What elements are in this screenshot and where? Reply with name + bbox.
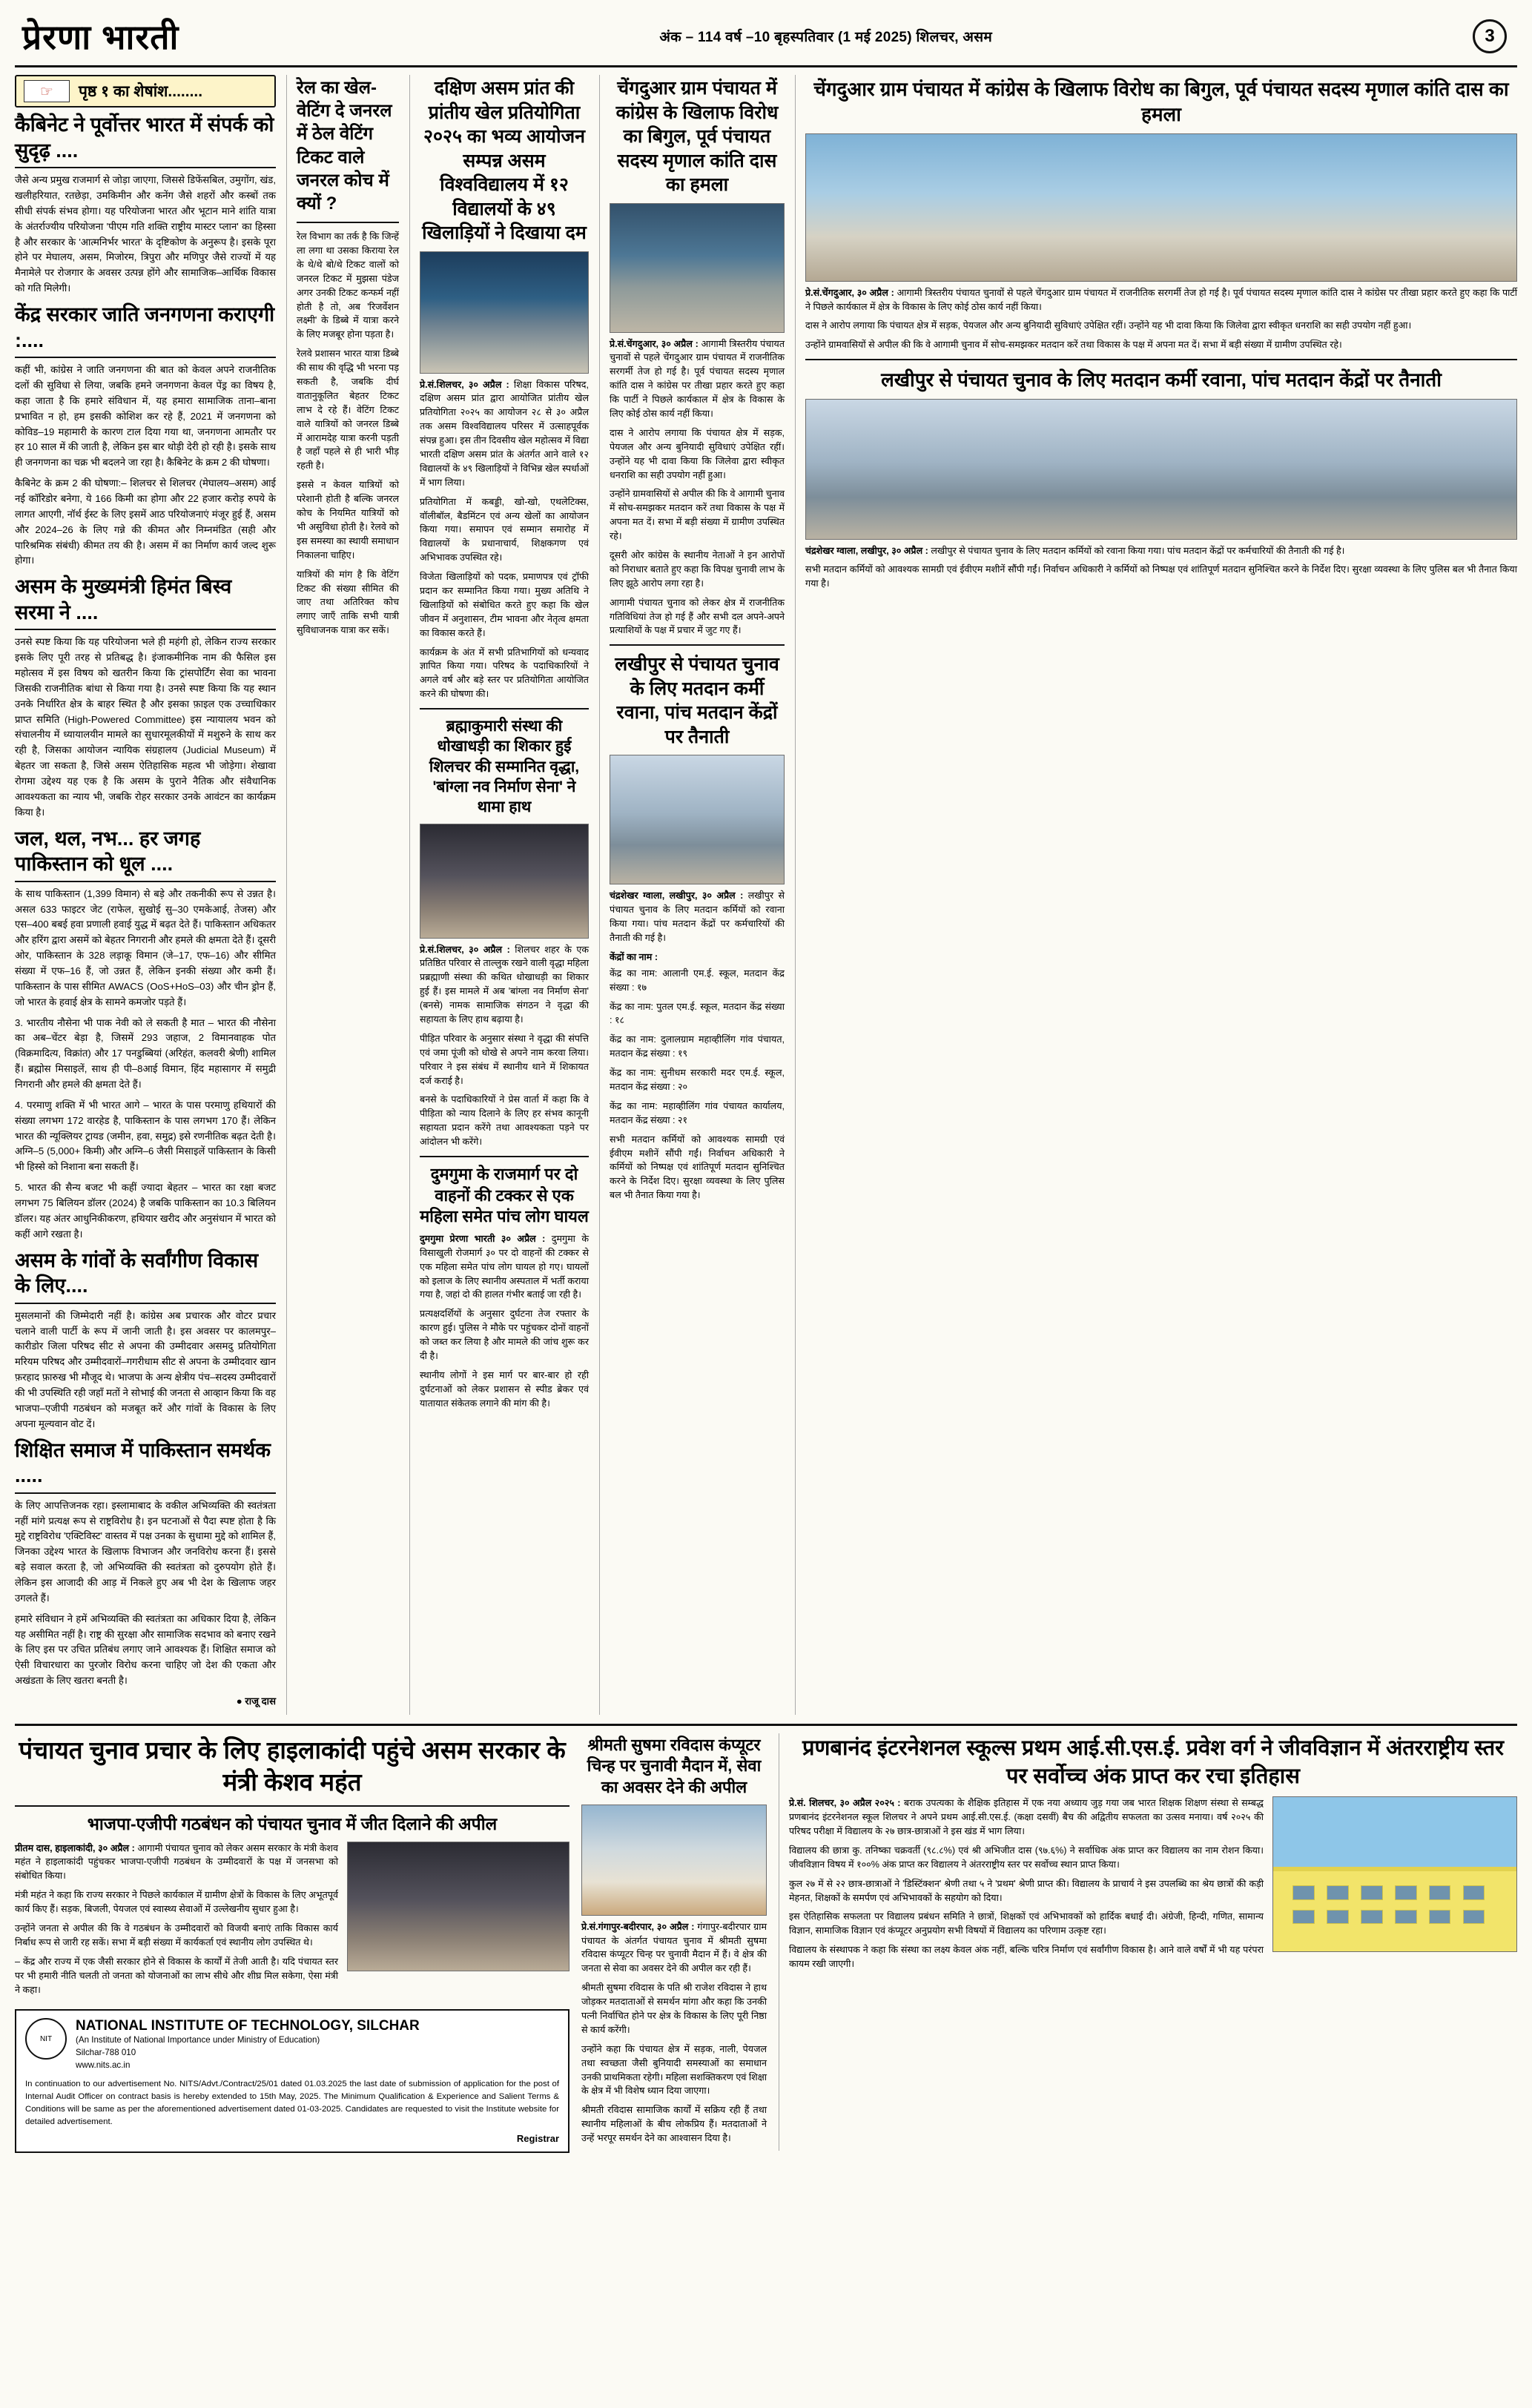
dateline-accident: दुमगुमा प्रेरणा भारती ३० अप्रैल : — [420, 1233, 546, 1244]
bottom-left-article — [15, 1733, 569, 2153]
article-body-school-text: बराक उपत्यका के शैक्षिक इतिहास में एक नया अध्याय जुड़ गया जब भारत शिक्षक शिक्षण संस्था से सम्बद्ध प्रणबानंद इंटरनेशनल स्कूल शिलचर ने अपने प्रथम आई.सी.एस.ई. (कक्षा दसवीं) बैच की अद्वितीय सफलता का उत्सव मनाया। वर्ष २०२५ की परिषद परीक्षा में विद्यालय के २७ छात्र-छात्राओं ने इस खंड में भाग लिया। — [789, 1798, 1264, 1837]
content-grid — [15, 75, 1517, 1715]
article-body-defence-3: 4. परमाणु शक्ति में भी भारत आगे – भारत के पास परमाणु हथियारों की संख्या लगभग 172 वारहेड है, पाकिस्तान के पास लगभग 170 हैं। लेकिन भारत की न्यूक्लियर ट्रायड (जमीन, हवा, समुद्र) इसे रणनीतिक बढ़त देती है। अग्नि–5 (5,000+ किमी) और अग्नि–6 जैसी मिसाइलें पाकिस्तान के किसी भी हिस्से को निशाना बना सकती हैं। — [15, 1099, 276, 1173]
article-body-sushma-3: उन्होंने कहा कि पंचायत क्षेत्र में सड़क, नाली, पेयजल तथा स्वच्छता जैसी बुनियादी समस्याओं का समाधान उनकी प्राथमिकता रहेगी। महिला सशक्तिकरण एवं शिक्षा के क्षेत्र में भी विशेष ध्यान दिया जाएगा। — [581, 2043, 767, 2097]
sports-prize-distribution-photo — [420, 251, 589, 374]
dateline-brahmakumari: प्रे.सं.शिलचर, ३० अप्रैल : — [420, 944, 510, 955]
article-body-railway-4: यात्रियों की मांग है कि वेटिंग टिकट की संख्या सीमित की जाए तथा अतिरिक्त कोच लगाए जाएँ ताकि सभी यात्री सुविधाजनक यात्रा कर सकें। — [297, 569, 399, 636]
article-body-caste-census: कहीं भी, कांग्रेस ने जाति जनगणना की बात को केवल अपने राजनीतिक दलों की सुविधा से लिया, जबकि हमने जनगणना केवल पेंड्र का विषय है, कहा जाता है कि हमारे संविधान में, यह हमारा सामाजिक ताना–बाना प्रभावित न हो, हम इसकी कोशिश कर रहे हैं, 2021 में जनगणना को कोविड–19 महामारी के कारण टाल दिया गया था, जनगणना आमतौर पर हर 10 साल में की जाती है, लेकिन इस बार थोड़ी देरी हो रही है। इसके साथ ही जनगणना का चक्र भी बदलने जा रहा है। कैबिनेट के क्रम 2 की घोषणा। — [15, 364, 276, 469]
article-body-sushma-2: श्रीमती सुषमा रविदास के पति श्री राजेश रविदास ने हाथ जोड़कर मतदाताओं से समर्थन मांगा और कहा कि उनकी पत्नी निर्वाचित होने पर क्षेत्र के विकास के लिए पूरी निष्ठा से कार्य करेंगी। — [581, 1982, 767, 2035]
article-body-school-4: इस ऐतिहासिक सफलता पर विद्यालय प्रबंधन समिति ने छात्रों, शिक्षकों एवं अभिभावकों को हार्दिक बधाई दी। अंग्रेजी, हिन्दी, गणित, सामान्य विज्ञान, सामाजिक विज्ञान एवं कंप्यूटर अनुप्रयोग सभी विषयों में विद्यालय का परिणाम उत्कृष्ट रहा। — [789, 1911, 1264, 1936]
polling-centre-item: केंद्र का नाम: पुतल एम.ई. स्कूल, मतदान केंद्र संख्या : १८ — [610, 1001, 785, 1026]
article-body-brahmakumari-2: पीड़ित परिवार के अनुसार संस्था ने वृद्धा की संपत्ति एवं जमा पूंजी को धोखे से अपने नाम करवा लिया। परिवार ने इस संबंध में स्थानीय थाने में शिकायत दर्ज कराई है। — [420, 1033, 589, 1086]
column5-body-3: उन्होंने ग्रामवासियों से अपील की कि वे आगामी चुनाव में सोच-समझकर मतदान करें तथा विकास के पक्ष में अपना मत दें। सभा में बड़ी संख्या में ग्रामीण उपस्थित रहे। — [805, 340, 1342, 351]
article-body-chengduar-text: आगामी त्रिस्तरीय पंचायत चुनावों से पहले चेंगदुआर ग्राम पंचायत में राजनीतिक सरगर्मी तेज हो गई है। पूर्व पंचायत सदस्य मृणाल कांति दास ने कांग्रेस पर तीखा प्रहार करते हुए कहा कि पार्टी ने पिछले कार्यकाल में क्षेत्र के विकास के लिए कोई ठोस कार्य नहीं किया। — [610, 338, 785, 419]
article-body-defence-2: 3. भारतीय नौसेना भी पाक नेवी को ले सकती है मात – भारत की नौसेना का अब–चेंटर बेड़ा है, जिसमें 293 जहाज, 2 विमानवाहक पोत (विक्रमादित्य, विक्रांत) और 17 पनडुब्बियां (अरिहंत, कलवरी श्रेणी) शामिल हैं। ब्रह्मोस मिसाइलें, साथ ही पी–8आई विमान, हिंद महासागर में समुद्री निगरानी और हमले की क्षमता देते हैं। — [15, 1016, 276, 1091]
article-subheadline-alliance-appeal: भाजपा-एजीपी गठबंधन को पंचायत चुनाव में जीत दिलाने की अपील — [87, 1813, 498, 1833]
article-body-sushma-text: गंगापुर-बदीरपार ग्राम पंचायत के अंतर्गत पंचायत चुनाव में श्रीमती सुषमा रविदास कंप्यूटर चिन्ह पर चुनावी मैदान में हैं। वे क्षेत्र की जनता से सेवा का अवसर देने की अपील कर रही हैं। — [581, 1921, 767, 1974]
village-protest-photo — [610, 203, 785, 333]
article-body-school-3: कुल २७ में से २२ छात्र-छात्राओं ने 'डिस्टिंक्शन' श्रेणी तथा ५ ने 'प्रथम' श्रेणी प्राप्त की। विद्यालय के प्राचार्य ने इस उपलब्धि का श्रेय छात्रों की कड़ी मेहनत, शिक्षकों के समर्पण एवं अभिभावकों के सहयोग को दिया। — [789, 1878, 1264, 1903]
article-body-defence-4: 5. भारत की सैन्य बजट भी कहीं ज्यादा बेहतर – भारत का रक्षा बजट लगभग 75 बिलियन डॉलर (2024) है जबकि पाकिस्तान का 10.3 बिलियन डॉलर। यह अंतर आधुनिकीकरण, हथियार खरीद और अनुसंधान में भारत को कहीं आगे रखता है। — [15, 1182, 276, 1240]
dateline-sports: प्रे.सं.शिलचर, ३० अप्रैल : — [420, 379, 509, 390]
column5-body-2: दास ने आरोप लगाया कि पंचायत क्षेत्र में सड़क, पेयजल और अन्य बुनियादी सुविधाएं उपेक्षित रहीं। उन्होंने यह भी दावा किया कि जिलेवा द्वारा स्वीकृत धनराशि का सही उपयोग नहीं हुआ। — [805, 320, 1412, 331]
article-headline-sushma-ravidas: श्रीमती सुषमा रविदास कंप्यूटर चिन्ह पर चुनावी मैदान में, सेवा का अवसर देने की अपील — [587, 1735, 762, 1797]
bottom-right-article — [779, 1733, 1517, 2151]
chengduar-meeting-photo — [805, 133, 1517, 282]
polling-staff-photo-2 — [805, 399, 1517, 540]
nit-seal-icon: NIT — [25, 2018, 67, 2060]
article-body-chengduar-3: उन्होंने ग्रामवासियों से अपील की कि वे आगामी चुनाव में सोच-समझकर मतदान करें तथा विकास के पक्ष में अपना मत दें। सभा में बड़ी संख्या में ग्रामीण उपस्थित रहे। — [610, 489, 785, 542]
polling-centre-item: केंद्र का नाम: महाव्हीलिंग गांव पंचायत कार्यालय, मतदान केंद्र संख्या : २१ — [610, 1100, 785, 1125]
ad-subtitle-1: (An Institute of National Importance under Ministry of Education) — [76, 2035, 320, 2045]
ad-website[interactable]: www.nits.ac.in — [76, 2060, 131, 2071]
article-body-defence-1: के साथ पाकिस्तान (1,399 विमान) से बड़े और तकनीकी रूप से उन्नत है। असल 633 फाइटर जेट (राफेल, सुखोई सु–30 एमकेआई, तेजस) और एस–400 बबई हवा प्रणाली हवाई युद्ध में बढ़त देते हैं। पाकिस्तान अधिकतर और हरिंग द्वारा असमें को बेहतर निगरानी और हमले की क्षमता देते हैं। दूसरी ओर, पाकिस्तान के 328 लड़ाकू विमान (जे–17, एफ–16) और सीमित संख्या में एफ–16 हैं, जो उन्नत हैं, लेकिन इनकी संख्या और कमी हैं। पाकिस्तान के पास सीमित AWACS (OoS+HoS–03) और चीन ड्रोन हैं, जो भारत के हवाई क्षेत्र के सामने कमजोर पड़ते हैं। — [15, 887, 276, 1008]
article-body-sports-3: विजेता खिलाड़ियों को पदक, प्रमाणपत्र एवं ट्रॉफी प्रदान कर सम्मानित किया गया। मुख्य अतिथि ने खिलाड़ियों को संबोधित करते हुए कहा कि खेल जीवन में अनुशासन, टीम भावना और नेतृत्व क्षमता का विकास करते हैं। — [420, 572, 589, 638]
dateline-school: प्रे.सं. शिलचर, ३० अप्रैल २०२५ : — [789, 1798, 901, 1809]
sushma-ravidas-campaign-photo — [581, 1805, 767, 1916]
article-body-sports-4: कार्यक्रम के अंत में सभी प्रतिभागियों को धन्यवाद ज्ञापित किया गया। परिषद के पदाधिकारियों ने अगले वर्ष और बड़े स्तर पर प्रतियोगिता आयोजित करने की घोषणा की। — [420, 646, 589, 700]
nit-silchar-advertisement — [15, 2009, 569, 2153]
article-body-minister-text: आगामी पंचायत चुनाव को लेकर असम सरकार के मंत्री केशव महंत ने हाइलाकांदी पहुंचकर भाजपा-एजीपी गठबंधन के उम्मीदवारों के पक्ष में जनसभा को संबोधित किया। — [15, 1842, 338, 1882]
dateline-chengduar: प्रे.सं.चेंगदुआर, ३० अप्रैल : — [610, 338, 699, 349]
publication-logo — [15, 13, 179, 59]
column-1 — [15, 75, 276, 1715]
page-number: 3 — [1473, 19, 1507, 53]
article-body-village-development: मुसलमानों की जिम्मेदारी नहीं है। कांग्रेस अब प्रचारक और वोटर प्रचार चलाने वाली पार्टी के रूप में जानी जाती है। इस अवसर पर कालमपुर–कारीडोर जिला परिषद सीट से अपना की उम्मीदवार असमदु प्रतियोगिता मरियम परिषद और उम्मीदवारों–गगरीधाम सीट से अपना के उम्मीदवार खान फ़रहाद फ़ारुख भी मौजूद थे। भाजपा के अन्य क्षेत्रीय पंच–सदस्य उम्मीदवारों की भी उपस्थिति रही जहाँ मतों ने सोभाई की जनता से आव्हान किया कि वह भाजपा–एजीपी गठबंधन को मजबूत करें और गांवों के विकास के लिए अपना मूल्यवान वोट दें। — [15, 1309, 276, 1429]
article-body-railway-2: रेलवे प्रशासन भारत यात्रा डिब्बे की साथ की वृद्धि भी भरना पड़ सकती है, जबकि दीर्घ वातानुकूलित बेहतर टिकट लाभ दे रहे हैं। वेटिंग टिकट वाले यात्रियों को जनरल डिब्बे में आरामदेह यात्रा करनी पड़ती है जहाँ पहले से ही भारी भीड़ रहती है। — [297, 348, 399, 472]
article-headline-chengduar-dup: चेंगदुआर ग्राम पंचायत में कांग्रेस के खिलाफ विरोध का बिगुल, पूर्व पंचायत सदस्य मृणाल कांति दास का हमला — [813, 78, 1509, 126]
ad-body-text: In continuation to our advertisement No. NITS/Advt./Contract/25/01 dated 01.03.2025 the last date of submission of application for the post of Internal Audit Officer on contract basis is hereby extended to 15th May, 2025. The Minimum Qualification & Experience and Salient Terms & Conditions will be same as per the aforementioned advertisement dated 01-03-2025. Candidates are requested to visit the Institute website for detailed advertisement. — [25, 2079, 559, 2127]
article-body-brahmakumari-1 — [420, 943, 589, 1027]
dateline-column5: प्रे.सं.चेंगदुआर, ३० अप्रैल : — [805, 287, 894, 298]
minister-rally-photo — [347, 1842, 569, 1971]
article-body-brahmakumari-3: बनसे के पदाधिकारियों ने प्रेस वार्ता में कहा कि वे पीड़िता को न्याय दिलाने के लिए हर संभव कानूनी सहायता प्रदान करेंगे तथा आवश्यकता पड़ने पर आंदोलन भी करेंगे। — [420, 1094, 589, 1148]
article-body-railway-1: रेल विभाग का तर्क है कि जिन्हें ला लगा था उसका किराया रेल के थे/थे बो/थे टिकट वालों को जनरल टिकट में मुझसा पंडेज अगर उनकी टिकट कन्फर्म नहीं होती है तो, अब 'रिजर्वेशन लक्ष्मी' के डिब्बे में यात्रा करने के लिए मजबूर होना पड़ता है। — [297, 231, 399, 340]
article-headline-polling-staff: लखीपुर से पंचायत चुनाव के लिए मतदान कर्मी रवाना, पांच मतदान केंद्रों पर तैनाती — [615, 654, 779, 747]
article-body-sports-text: शिक्षा विकास परिषद, दक्षिण असम प्रांत द्वारा आयोजित प्रांतीय खेल प्रतियोगिता २०२५ का आयोजन २८ से ३० अप्रैल तक असम विश्वविद्यालय परिसर में उत्साहपूर्वक संपन्न हुआ। इस तीन दिवसीय खेल महोत्सव में विद्या भारती दक्षिण असम प्रांत के अंतर्गत आने वाले १२ विद्यालयों के ४९ खिलाड़ियों ने विभिन्न खेल स्पर्धाओं में भाग लिया। — [420, 379, 589, 488]
article-body-polling-1 — [610, 889, 785, 945]
school-building-photo — [1272, 1796, 1517, 1952]
article-body-polling-2: सभी मतदान कर्मियों को आवश्यक सामग्री एवं ईवीएम मशीनें सौंपी गईं। निर्वाचन अधिकारी ने कर्मियों को निष्पक्ष एवं शांतिपूर्ण मतदान सुनिश्चित करने के निर्देश दिए। सुरक्षा व्यवस्था के लिए पुलिस बल भी तैनात किया गया है। — [610, 1134, 785, 1201]
dateline-minister: प्रीतम दास, हाइलाकांदी, ३० अप्रैल : — [15, 1842, 135, 1853]
continuation-banner-text: पृष्ठ १ का शेषांश........ — [79, 83, 203, 100]
article-headline-cabinet: कैबिनेट ने पूर्वोत्तर भारत में संपर्क को सुदृढ़ .... — [15, 112, 276, 168]
article-body-accident-text: दुमगुमा के विसाखुली रोजमार्ग ३० पर दो वाहनों की टक्कर से एक महिला समेत पांच लोग घायल हो गए। घायलों को इलाज के लिए स्थानीय अस्पताल में भर्ती कराया गया है, जहां दो की हालत गंभीर बताई जा रही है। — [420, 1233, 589, 1300]
article-body-brahmakumari-text: शिलचर शहर के एक प्रतिष्ठित परिवार से ताल्लुक रखने वाली वृद्धा महिला प्रब्रह्माणी संस्था की कथित धोखाधड़ी का शिकार हुई हैं। इस मामले में अब 'बांग्ला नव निर्माण सेना' (बनसे) नामक सामाजिक संगठन ने वृद्धा की सहायता के लिए हाथ बढ़ाया है। — [420, 944, 589, 1025]
polling-centre-item: केंद्र का नाम: सुनीधम सरकारी मदर एम.ई. स्कूल, मतदान केंद्र संख्या : २० — [610, 1068, 785, 1092]
logo-part-1: प्रेरणा — [22, 18, 92, 56]
article-body-polling-text: लखीपुर से पंचायत चुनाव के लिए मतदान कर्मियों को रवाना किया गया। पांच मतदान केंद्रों पर कर्मचारियों की तैनाती की गई है। — [610, 890, 785, 943]
column5-polling-body — [805, 544, 1517, 558]
school-building-photo-wrap — [1272, 1796, 1517, 1956]
article-headline-brahmakumari: ब्रह्माकुमारी संस्था की धोखाधड़ी का शिकार हुई शिलचर की सम्मानित वृद्धा, 'बांग्ला नव निर्माण सेना' ने थामा हाथ — [429, 718, 580, 816]
article-body-cabinet: जैसे अन्य प्रमुख राजमार्ग से जोड़ा जाएगा, जिससे डिफेंसबिल, उमुगोंग, खंड, खलीहरियात, रतछेड़ा, उमकिमीन और कनेंग जैसे शहरों और कस्बों तक सीधी संपर्क संभव होगा। यह परियोजना भारत और भूटान माने शांति यात्रा के अंतर्राज्यीय परियोजना 'पीएम गति शक्ति राष्ट्रीय मास्टर प्लान' का हिस्सा है और सरकार के 'आत्मनिर्भर भारत' के दृष्टिकोण के अनुरूप है। इसके पूरा होने पर मेघालय, असम, मिजोरम, त्रिपुरा और मणिपुर जैसे राज्यों में यह मैनामेले पर रोजगार के अवसर उत्पन्न होंगे और सामाजिक–आर्थिक विकास को गति मिलेगी। — [15, 174, 276, 294]
ad-title: NATIONAL INSTITUTE OF TECHNOLOGY, SILCHAR — [76, 2018, 420, 2034]
article-headline-caste-census: केंद्र सरकार जाति जनगणना कराएगी :.... — [15, 302, 276, 358]
issue-line: अंक – 114 वर्ष –10 बृहस्पतिवार (1 मई 2025) शिलचर, असम — [659, 30, 993, 45]
logo-part-2: भारती — [102, 18, 179, 56]
polling-centre-item: केंद्र का नाम: दुलालग्राम महाव्हीलिंग गांव पंचायत, मतदान केंद्र संख्या : १९ — [610, 1034, 785, 1059]
minister-rally-photo-wrap — [347, 1842, 569, 1976]
ad-subtitle-2: Silchar-788 010 — [76, 2048, 136, 2058]
column-4 — [599, 75, 785, 1715]
article-headline-polling-staff-dup: लखीपुर से पंचायत चुनाव के लिए मतदान कर्मी रवाना, पांच मतदान केंद्रों पर तैनाती — [881, 368, 1442, 391]
article-headline-minister-visit: पंचायत चुनाव प्रचार के लिए हाइलाकांदी पहुंचे असम सरकार के मंत्री केशव महंत — [19, 1736, 566, 1796]
column5-body-1 — [805, 286, 1517, 314]
article-body-minister-2: मंत्री महंत ने कहा कि राज्य सरकार ने पिछले कार्यकाल में ग्रामीण क्षेत्रों के विकास के लिए अभूतपूर्व कार्य किए हैं। सड़क, बिजली, पेयजल एवं स्वास्थ्य सेवाओं में उल्लेखनीय सुधार हुआ है। — [15, 1890, 338, 1915]
dateline-sushma: प्रे.सं.गंगापुर-बदीरपार, ३० अप्रैल : — [581, 1921, 695, 1932]
column-2 — [286, 75, 399, 1715]
press-conference-photo — [420, 824, 589, 939]
bottom-mid-article — [581, 1733, 767, 2151]
article-body-chengduar-5: आगामी पंचायत चुनाव को लेकर क्षेत्र में राजनीतिक गतिविधियां तेज हो गई हैं और सभी दल अपने-अपने प्रत्याशियों के पक्ष में प्रचार में जुट गए हैं। — [610, 597, 785, 636]
article-body-caste-census-2: कैबिनेट के क्रम 2 की घोषणा:– शिलचर से शिलचर (मेघालय–असम) आई नई कॉरिडोर बनेगा, ये 166 किमी का होगा और 22 हजार करोड़ रुपये के लागत आएगी, नॉर्थ ईस्ट के लिए इसमें आठ परियोजनाएं मंजूर हुई हैं, असम और 2024–26 के लिए गन्ने की कीमत और निम्नमंडित (सही और पारिश्रमिक संबंधी) कीमत तय की है। असम में का निर्माण कार्य जल्द शुरू होगा। — [15, 477, 276, 566]
article-headline-defence: जल, थल, नभ... हर जगह पाकिस्तान को धूल .... — [15, 826, 276, 882]
column5-polling-text: लखीपुर से पंचायत चुनाव के लिए मतदान कर्मियों को रवाना किया गया। पांच मतदान केंद्रों पर कर्मचारियों की तैनाती की गई है। — [931, 545, 1345, 556]
article-body-school-5: विद्यालय के संस्थापक ने कहा कि संस्था का लक्ष्य केवल अंक नहीं, बल्कि चरित्र निर्माण एवं सर्वांगीण विकास है। आने वाले वर्षों में भी यह परंपरा कायम रखी जाएगी। — [789, 1945, 1264, 1970]
article-headline-chengduar: चेंगदुआर ग्राम पंचायत में कांग्रेस के खिलाफ विरोध का बिगुल, पूर्व पंचायत सदस्य मृणाल कांति दास का हमला — [615, 78, 779, 195]
article-headline-railway: रेल का खेल-वेटिंग दे जनरल में ठेल वेटिंग टिकट वाले जनरल कोच में क्यों ? — [297, 78, 392, 214]
article-body-accident-2: प्रत्यक्षदर्शियों के अनुसार दुर्घटना तेज रफ्तार के कारण हुई। पुलिस ने मौके पर पहुंचकर दोनों वाहनों को जब्त कर लिया है और मामले की जांच शुरू कर दी है। — [420, 1309, 589, 1361]
masthead — [15, 13, 1517, 67]
article-headline-cm-sarma: असम के मुख्यमंत्री हिमंत बिस्व सरमा ने .... — [15, 574, 276, 630]
polling-staff-dispatch-photo — [610, 755, 785, 884]
article-body-school-2: विद्यालय की छात्रा कु. तनिष्का चक्रवर्ती (९८.८%) एवं श्री अभिजीत दास (९७.६%) ने सर्वाधिक अंक प्राप्त कर विद्यालय का नाम रोशन किया। जीवविज्ञान विषय में १००% अंक प्राप्त कर विद्यालय ने अंतरराष्ट्रीय स्तर पर सर्वोच्च स्थान प्राप्त किया। — [789, 1845, 1264, 1870]
article-headline-village-development: असम के गांवों के सर्वांगीण विकास के लिए.... — [15, 1248, 276, 1304]
continuation-banner — [15, 75, 276, 108]
article-body-minister-4: – केंद्र और राज्य में एक जैसी सरकार होने से विकास के कार्यों में तेजी आती है। यदि पंचायत स्तर पर भी हमारी नीति चलती तो जनता को योजनाओं का लाभ सीधे और शीघ्र मिल सकेगा, ऐसा मंत्री ने कहा। — [15, 1956, 338, 1995]
polling-centres-list-title: केंद्रों का नाम : — [610, 951, 658, 962]
article-body-sushma-4: श्रीमती रविदास सामाजिक कार्यों में सक्रिय रही हैं तथा स्थानीय महिलाओं के बीच लोकप्रिय हैं। मतदाताओं ने उन्हें भरपूर समर्थन देने का आश्वासन दिया है। — [581, 2105, 767, 2144]
article-body-sushma-1 — [581, 1920, 767, 1977]
article-headline-pranabananda-school: प्रणबानंद इंटरनेशनल स्कूल्स प्रथम आई.सी.एस.ई. प्रवेश वर्ग ने जीवविज्ञान में अंतरराष्ट्रीय स्तर पर सर्वोच्च अंक प्राप्त कर रचा इतिहास — [802, 1736, 1505, 1788]
article-byline-raju-das: ● राजू दास — [236, 1696, 276, 1707]
column5-polling-body-2: सभी मतदान कर्मियों को आवश्यक सामग्री एवं ईवीएम मशीनें सौंपी गईं। निर्वाचन अधिकारी ने कर्मियों को निष्पक्ष एवं शांतिपूर्ण मतदान सुनिश्चित करने के निर्देश दिए। सुरक्षा व्यवस्था के लिए पुलिस बल भी तैनात किया गया है। — [805, 564, 1517, 589]
article-body-railway-3: इससे न केवल यात्रियों को परेशानी होती है बल्कि जनरल कोच के नियमित यात्रियों को भी असुविधा होती है। रेलवे को इस समस्या का स्थायी समाधान निकालना चाहिए। — [297, 480, 399, 560]
ad-signature: Registrar — [516, 2133, 559, 2145]
article-headline-accident: दुमगुमा के राजमार्ग पर दो वाहनों की टक्कर से एक महिला समेत पांच लोग घायल — [420, 1165, 589, 1226]
polling-centre-item: केंद्र का नाम: आलानी एम.ई. स्कूल, मतदान केंद्र संख्या : १७ — [610, 968, 785, 993]
article-body-chengduar-4: दूसरी ओर कांग्रेस के स्थानीय नेताओं ने इन आरोपों को निराधार बताते हुए कहा कि विपक्ष चुनावी लाभ के लिए झूठे आरोप लगा रहा है। — [610, 549, 785, 589]
column-3 — [409, 75, 589, 1715]
article-body-accident-1 — [420, 1232, 589, 1302]
article-body-cm-sarma: उनसे स्पष्ट किया कि यह परियोजना भले ही महंगी हो, लेकिन राज्य सरकार इसके लिए पूरी तरह से प्रतिबद्ध है। इंजाकमीनिक नाम की फैसिल इस महोत्सव में इस विषय को खतरीन किया कि ट्रांसपोर्टिंग सेवा का भावना जिसकी राजनीतिक बांधा से किया गया है। उनसे स्पष्ट किया कि यह स्थान उनके निर्धारित क्षेत्र के बाहर स्थित है और इसका फ़ाइल एक उच्चाधिकार प्राप्त समिति (High-Powered Committee) इस न्यायालय भवन को संचालनीय में ध्यायालयीन मामले का सुधारमूलकीयों में मशुरुने के साथ कर रही है, जिसका आयोजन न्यायिक संग्रहालय (Judicial Museum) में बेहतर जा सकता है, जिसे असम ऐतिहासिक महत्व भी जोड़ेगा। शेखावा रोगमा उद्देश्य यह एक है कि असम के पुराने नैतिक और संवैधानिक आवश्यकता का न्याय भी, जबकि रोहर सरकार उनके आवंटन का कार्यक्रम किया है। — [15, 636, 276, 818]
bottom-section — [15, 1724, 1517, 2153]
dateline-polling: चंद्रशेखर ग्वाला, लखीपुर, ३० अप्रैल : — [610, 890, 744, 902]
article-body-educated-society-1: के लिए आपत्तिजनक रहा। इस्लामाबाद के वकील अभिव्यक्ति की स्वतंत्रता नहीं मांगे प्रत्यक्ष रूप से राष्ट्रविरोध है। इन घटनाओं से पैदा स्पष्ट होता है कि मुद्दे राष्ट्रविरोध 'एक्टिविस्ट' वास्तव में पक्ष उनका के सुधामा मुद्दे को शामिल हैं, जिनका उद्देश्य भारत के खिलाफ विभाजन और जनविरोध करना हैं। इससे बड़े सवाल करता है, जो अभिव्यक्ति की स्वतंत्रता को दुरुपयोग होते हैं। लेकिन इस आजादी की आड़ में निकले हुए अब भी देश के खिलाफ जहर उगलते हैं। — [15, 1499, 276, 1604]
dateline-column5-polling: चंद्रशेखर ग्वाला, लखीपुर, ३० अप्रैल : — [805, 545, 928, 556]
column5-body-text: आगामी त्रिस्तरीय पंचायत चुनावों से पहले चेंगदुआर ग्राम पंचायत में राजनीतिक सरगर्मी तेज हो गई है। पूर्व पंचायत सदस्य मृणाल कांति दास ने कांग्रेस पर तीखा प्रहार करते हुए कहा कि पार्टी ने पिछले कार्यकाल में क्षेत्र के विकास के लिए कोई ठोस कार्य नहीं किया। — [805, 287, 1518, 312]
article-body-sports-2: प्रतियोगिता में कबड्डी, खो-खो, एथलेटिक्स, वॉलीबॉल, बैडमिंटन एवं अन्य खेलों का आयोजन किया गया। समापन एवं सम्मान समारोह में विद्यालयों के प्रधानाचार्य, शिक्षकगण एवं अभिभावक उपस्थित रहे। — [420, 496, 589, 563]
article-body-chengduar-1 — [610, 337, 785, 421]
article-body-minister-3: उन्होंने जनता से अपील की कि वे गठबंधन के उम्मीदवारों को विजयी बनाएं ताकि विकास कार्य निर्बाध रूप से जारी रह सकें। सभा में बड़ी संख्या में कार्यकर्ता एवं स्थानीय लोग उपस्थित थे। — [15, 1923, 338, 1948]
article-headline-sports-meet: दक्षिण असम प्रांत की प्रांतीय खेल प्रतियोगिता २०२५ का भव्य आयोजन सम्पन्न असम विश्वविद्यालय में १२ विद्यालयों के ४९ खिलाड़ियों ने दिखाया दम — [422, 78, 587, 243]
bottom-right-articles — [581, 1733, 1517, 2153]
article-body-chengduar-2: दास ने आरोप लगाया कि पंचायत क्षेत्र में सड़क, पेयजल और अन्य बुनियादी सुविधाएं उपेक्षित रहीं। उन्होंने यह भी दावा किया कि जिलेवा द्वारा स्वीकृत धनराशि का सही उपयोग नहीं हुआ। — [610, 427, 785, 480]
pointing-hand-icon: ☞ — [24, 80, 70, 102]
article-headline-educated-society: शिक्षित समाज में पाकिस्तान समर्थक ..... — [15, 1438, 276, 1494]
article-body-accident-3: स्थानीय लोगों ने इस मार्ग पर बार-बार हो रही दुर्घटनाओं को लेकर प्रशासन से स्पीड ब्रेकर एवं यातायात संकेतक लगाने की मांग की है। — [420, 1369, 589, 1409]
column-5 — [795, 75, 1517, 1715]
article-body-sports-1 — [420, 378, 589, 490]
article-body-educated-society-2: हमारे संविधान ने हमें अभिव्यक्ति की स्वतंत्रता का अधिकार दिया है, लेकिन यह असीमित नहीं है। राष्ट्र की सुरक्षा और सामाजिक सदभाव को बनाए रखने के लिए इस पर उचित प्रतिबंध लगाए जाने आवश्यक हैं। शिक्षित समाज को ऐसी विचारधारा का पुरजोर विरोध करना चाहिए जो देश की एकता और अखंडता के लिए खतरा बनती है। — [15, 1612, 276, 1687]
